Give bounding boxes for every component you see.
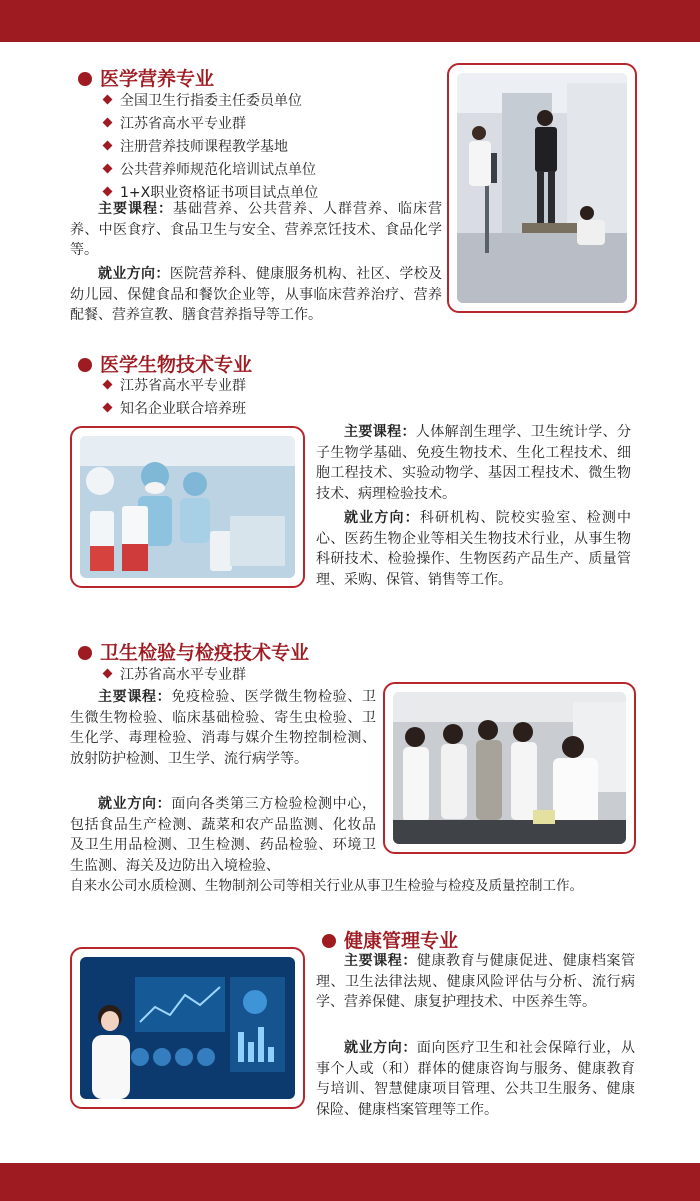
list-item: 注册营养技师课程教学基地 — [104, 136, 318, 159]
bullet-dot-icon — [78, 72, 92, 86]
biotech-courses: 主要课程：人体解剖生理学、卫生统计学、分子生物学基础、免疫生物技术、生化工程技术、细胞工程技术、实验动物学、基因工程技术、微生物技术、病理检验技术。 — [316, 424, 632, 502]
biotech-highlights — [104, 375, 246, 421]
list-item: 江苏省高水平专业群 — [104, 664, 246, 687]
diamond-icon — [103, 669, 113, 679]
bullet-dot-icon — [78, 358, 92, 372]
health-mgmt-photo — [70, 947, 305, 1109]
list-item: 江苏省高水平专业群 — [104, 113, 318, 136]
biotech-lab-photo — [70, 426, 305, 588]
top-banner — [0, 0, 700, 42]
inspection-courses: 主要课程：免疫检验、医学微生物检验、卫生微生物检验、临床基础检验、寄生虫检验、卫生化学、毒理检验、消毒与媒介生物控制检测、放射防护检测、卫生学、流行病学等。 — [70, 689, 377, 767]
bullet-dot-icon — [322, 934, 336, 948]
diamond-icon — [103, 95, 113, 105]
diamond-icon — [103, 187, 113, 197]
nutrition-courses: 主要课程：基础营养、公共营养、人群营养、临床营养、中医食疗、食品卫生与安全、营养烹饪技术、食品化学等。 — [70, 201, 442, 258]
nutrition-careers: 就业方向：医院营养科、健康服务机构、社区、学校及幼儿园、保健食品和餐饮企业等，从事临床营养治疗、营养配餐、营养宣教、膳食营养指导等工作。 — [70, 266, 443, 323]
bottom-banner — [0, 1163, 700, 1201]
inspection-lab-photo — [383, 682, 636, 854]
diamond-icon — [103, 164, 113, 174]
inspection-careers-end: 自来水公司水质检测、生物制剂公司等相关行业从事卫生检验与检疫及质量控制工作。 — [70, 878, 583, 894]
nutrition-highlights — [104, 90, 318, 205]
diamond-icon — [103, 118, 113, 128]
section-title-biotech: 医学生物技术专业 — [78, 350, 252, 377]
list-item: 全国卫生行指委主任委员单位 — [104, 90, 318, 113]
list-item: 江苏省高水平专业群 — [104, 375, 246, 398]
list-item: 知名企业联合培养班 — [104, 398, 246, 421]
biotech-careers: 就业方向：科研机构、院校实验室、检测中心、医药生物企业等相关生物技术行业，从事生物科研技术、检验操作、生物医药产品生产、质量管理、采购、保管、销售等工作。 — [316, 510, 632, 588]
inspection-highlights — [104, 664, 246, 687]
list-item: 公共营养师规范化培训试点单位 — [104, 159, 318, 182]
diamond-icon — [103, 403, 113, 413]
section-title-health-mgmt: 健康管理专业 — [322, 926, 458, 953]
section-title-inspection: 卫生检验与检疫技术专业 — [78, 638, 309, 665]
diamond-icon — [103, 141, 113, 151]
health-mgmt-careers: 就业方向：面向医疗卫生和社会保障行业，从事个人或（和）群体的健康咨询与服务、健康教育与培训、智慧健康项目管理、公共卫生服务、健康保险、健康档案管理等工作。 — [316, 1040, 636, 1118]
diamond-icon — [103, 380, 113, 390]
health-mgmt-courses: 主要课程：健康教育与健康促进、健康档案管理、卫生法律法规、健康风险评估与分析、流行病学、营养保健、康复护理技术、中医养生等。 — [316, 953, 636, 1010]
bullet-dot-icon — [78, 646, 92, 660]
nutrition-lab-photo — [447, 63, 637, 313]
section-title-nutrition: 医学营养专业 — [78, 64, 214, 91]
list-item: 1+X职业资格证书项目试点单位 — [104, 182, 318, 205]
inspection-careers: 就业方向：面向各类第三方检验检测中心，包括食品生产检测、蔬菜和农产品监测、化妆品及卫生用品检测、卫生检测、药品检验、环境卫生监测、海关及边防出入境检验、 — [70, 796, 377, 874]
